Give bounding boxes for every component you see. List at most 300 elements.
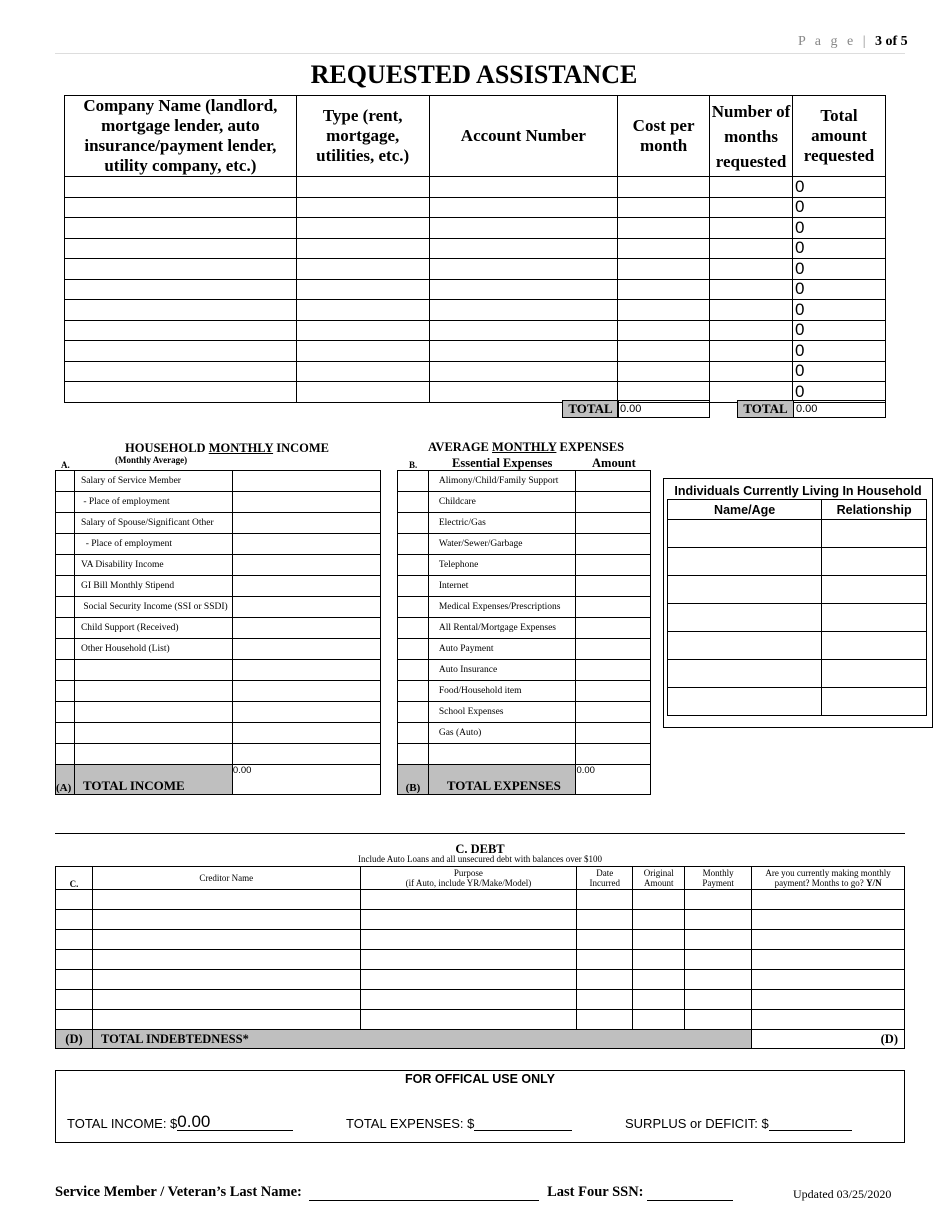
- request-row: [65, 341, 886, 362]
- months-cell[interactable]: [710, 341, 793, 362]
- debt-original-cell[interactable]: [633, 950, 685, 970]
- cost-cell[interactable]: [618, 300, 710, 321]
- request-row: [65, 259, 886, 280]
- debt-index-cell: [56, 950, 93, 970]
- type-cell[interactable]: [296, 382, 429, 403]
- debt-monthly-cell[interactable]: [685, 910, 752, 930]
- expense-total-row: [398, 765, 651, 795]
- request-row: [65, 382, 886, 403]
- expense-row: [398, 660, 651, 681]
- amount-total-value[interactable]: 0.00: [793, 400, 886, 418]
- request-row: [65, 218, 886, 239]
- row-total-cell[interactable]: 0: [793, 259, 886, 280]
- col-original-amount: Original Amount: [633, 867, 685, 890]
- income-index-cell: [56, 513, 75, 534]
- company-cell[interactable]: [65, 197, 297, 218]
- income-label: Other Household (List): [74, 639, 232, 660]
- income-index-cell: [56, 681, 75, 702]
- debt-date-cell[interactable]: [577, 950, 633, 970]
- income-amount-cell[interactable]: [232, 576, 380, 597]
- household-row: [668, 576, 927, 604]
- expense-amount-cell[interactable]: [576, 723, 651, 744]
- months-cell[interactable]: [710, 361, 793, 382]
- type-cell[interactable]: [296, 300, 429, 321]
- debt-date-cell[interactable]: [577, 910, 633, 930]
- debt-creditor-cell[interactable]: [92, 990, 360, 1010]
- debt-purpose-cell[interactable]: [360, 950, 577, 970]
- updated-date: Updated 03/25/2020: [793, 1187, 892, 1201]
- income-amount-cell[interactable]: [232, 492, 380, 513]
- debt-original-cell[interactable]: [633, 910, 685, 930]
- page-title: REQUESTED ASSISTANCE: [310, 60, 638, 89]
- expense-amount-cell[interactable]: [576, 702, 651, 723]
- income-index-cell: [56, 597, 75, 618]
- page-number: P a g e | 3 of 5: [798, 34, 908, 49]
- expense-label: All Rental/Mortgage Expenses: [428, 618, 576, 639]
- debt-row: [56, 910, 905, 930]
- account-cell[interactable]: [429, 341, 618, 362]
- debt-date-cell[interactable]: [577, 930, 633, 950]
- income-amount-cell[interactable]: [232, 639, 380, 660]
- col-name-age: Name/Age: [668, 500, 822, 520]
- debt-creditor-cell[interactable]: [92, 910, 360, 930]
- income-total-value[interactable]: 0.00: [232, 765, 380, 795]
- income-label: [74, 660, 232, 681]
- income-label: [74, 702, 232, 723]
- office-expenses: TOTAL EXPENSES: $: [346, 1116, 572, 1131]
- household-row: [668, 604, 927, 632]
- type-cell[interactable]: [296, 320, 429, 341]
- debt-current-cell[interactable]: [752, 890, 905, 910]
- expense-total-letter: (B): [398, 765, 429, 795]
- account-cell[interactable]: [429, 300, 618, 321]
- expense-label: Internet: [428, 576, 576, 597]
- cost-cell[interactable]: [618, 320, 710, 341]
- debt-row: [56, 970, 905, 990]
- cost-cell[interactable]: [618, 382, 710, 403]
- income-row: [56, 471, 381, 492]
- account-cell[interactable]: [429, 320, 618, 341]
- expense-index-cell: [398, 492, 429, 513]
- income-row: [56, 744, 381, 765]
- debt-total-value[interactable]: (D): [752, 1030, 905, 1049]
- company-cell[interactable]: [65, 341, 297, 362]
- col-purpose: Purpose (if Auto, include YR/Make/Model): [360, 867, 577, 890]
- account-cell[interactable]: [429, 238, 618, 259]
- cost-total-value[interactable]: 0.00: [617, 400, 710, 418]
- type-cell[interactable]: [296, 177, 429, 198]
- expense-row: [398, 681, 651, 702]
- expense-row: [398, 618, 651, 639]
- debt-row: [56, 930, 905, 950]
- months-cell[interactable]: [710, 218, 793, 239]
- account-cell[interactable]: [429, 382, 618, 403]
- col-months-requested: Number of months requested: [710, 96, 793, 177]
- income-total-letter: (A): [56, 765, 75, 795]
- months-cell[interactable]: [710, 320, 793, 341]
- account-cell[interactable]: [429, 361, 618, 382]
- debt-subtitle: Include Auto Loans and all unsecured debt with balances over $100: [358, 854, 602, 864]
- household-relationship-cell[interactable]: [822, 632, 927, 660]
- expense-amount-cell[interactable]: [576, 618, 651, 639]
- account-cell[interactable]: [429, 177, 618, 198]
- income-amount-cell[interactable]: [232, 555, 380, 576]
- expense-index-cell: [398, 744, 429, 765]
- income-row: [56, 555, 381, 576]
- income-row: [56, 534, 381, 555]
- debt-creditor-cell[interactable]: [92, 1010, 360, 1030]
- expense-amount-cell[interactable]: [576, 513, 651, 534]
- cost-total-label: TOTAL: [562, 400, 619, 418]
- debt-title: C. DEBT: [455, 842, 505, 856]
- income-index-cell: [56, 534, 75, 555]
- account-cell[interactable]: [429, 259, 618, 280]
- row-total-cell[interactable]: 0: [793, 177, 886, 198]
- debt-creditor-cell[interactable]: [92, 970, 360, 990]
- months-cell[interactable]: [710, 300, 793, 321]
- row-total-cell[interactable]: 0: [793, 320, 886, 341]
- income-index-cell: [56, 744, 75, 765]
- income-label: Child Support (Received): [74, 618, 232, 639]
- office-surplus: SURPLUS or DEFICIT: $: [625, 1116, 852, 1131]
- cost-cell[interactable]: [618, 361, 710, 382]
- debt-monthly-cell[interactable]: [685, 990, 752, 1010]
- expense-row: [398, 702, 651, 723]
- debt-purpose-cell[interactable]: [360, 890, 577, 910]
- debt-table: [55, 866, 905, 1049]
- expense-row: [398, 576, 651, 597]
- row-total-cell[interactable]: 0: [793, 238, 886, 259]
- household-row: [668, 632, 927, 660]
- household-relationship-cell[interactable]: [822, 548, 927, 576]
- expense-amount-cell[interactable]: [576, 639, 651, 660]
- expense-index-cell: [398, 618, 429, 639]
- company-cell[interactable]: [65, 177, 297, 198]
- income-label: Salary of Service Member: [74, 471, 232, 492]
- debt-index-cell: [56, 970, 93, 990]
- row-total-cell[interactable]: 0: [793, 361, 886, 382]
- income-amount-cell[interactable]: [232, 513, 380, 534]
- expense-row: [398, 639, 651, 660]
- months-cell[interactable]: [710, 177, 793, 198]
- income-index-cell: [56, 618, 75, 639]
- debt-purpose-cell[interactable]: [360, 1010, 577, 1030]
- col-monthly-payment: Monthly Payment: [685, 867, 752, 890]
- type-cell[interactable]: [296, 361, 429, 382]
- row-total-cell[interactable]: 0: [793, 341, 886, 362]
- debt-original-cell[interactable]: [633, 990, 685, 1010]
- company-cell[interactable]: [65, 218, 297, 239]
- debt-date-cell[interactable]: [577, 1010, 633, 1030]
- income-amount-cell[interactable]: [232, 702, 380, 723]
- income-row: [56, 723, 381, 744]
- debt-monthly-cell[interactable]: [685, 950, 752, 970]
- expense-label: Food/Household item: [428, 681, 576, 702]
- debt-index-cell: [56, 910, 93, 930]
- last-name-field[interactable]: [309, 1185, 539, 1201]
- cost-cell[interactable]: [618, 341, 710, 362]
- type-cell[interactable]: [296, 238, 429, 259]
- household-row: [668, 688, 927, 716]
- debt-date-cell[interactable]: [577, 970, 633, 990]
- expense-index-cell: [398, 681, 429, 702]
- months-cell[interactable]: [710, 238, 793, 259]
- header-divider: [55, 53, 905, 54]
- expenses-table: [397, 470, 651, 795]
- col-account-number: Account Number: [429, 96, 618, 177]
- expense-index-cell: [398, 723, 429, 744]
- income-label: GI Bill Monthly Stipend: [74, 576, 232, 597]
- expense-amount-cell[interactable]: [576, 597, 651, 618]
- request-row: [65, 320, 886, 341]
- household-name-cell[interactable]: [668, 520, 822, 548]
- debt-original-cell[interactable]: [633, 930, 685, 950]
- household-relationship-cell[interactable]: [822, 660, 927, 688]
- expense-index-cell: [398, 576, 429, 597]
- request-row: [65, 279, 886, 300]
- expense-amount-cell[interactable]: [576, 744, 651, 765]
- expense-amount-cell[interactable]: [576, 471, 651, 492]
- income-index-cell: [56, 723, 75, 744]
- income-total-row: [56, 765, 381, 795]
- expense-index-cell: [398, 534, 429, 555]
- debt-index-cell: [56, 890, 93, 910]
- debt-original-cell[interactable]: [633, 1010, 685, 1030]
- debt-original-cell[interactable]: [633, 970, 685, 990]
- expense-row: [398, 471, 651, 492]
- cost-cell[interactable]: [618, 259, 710, 280]
- debt-divider: [55, 833, 905, 834]
- company-cell[interactable]: [65, 259, 297, 280]
- expense-label: Alimony/Child/Family Support: [428, 471, 576, 492]
- cost-cell[interactable]: [618, 279, 710, 300]
- row-total-cell[interactable]: 0: [793, 300, 886, 321]
- account-cell[interactable]: [429, 197, 618, 218]
- expense-index-cell: [398, 702, 429, 723]
- household-row: [668, 548, 927, 576]
- debt-monthly-cell[interactable]: [685, 890, 752, 910]
- months-cell[interactable]: [710, 382, 793, 403]
- type-cell[interactable]: [296, 197, 429, 218]
- expense-row: [398, 744, 651, 765]
- debt-creditor-cell[interactable]: [92, 950, 360, 970]
- expense-amount-cell[interactable]: [576, 576, 651, 597]
- company-cell[interactable]: [65, 279, 297, 300]
- months-cell[interactable]: [710, 279, 793, 300]
- expense-total-label: TOTAL EXPENSES: [428, 765, 576, 795]
- household-row: [668, 520, 927, 548]
- col-date-incurred: Date Incurred: [577, 867, 633, 890]
- debt-monthly-cell[interactable]: [685, 970, 752, 990]
- household-title: Individuals Currently Living In Household: [674, 484, 922, 498]
- expense-row: [398, 492, 651, 513]
- income-label: [74, 681, 232, 702]
- debt-row: [56, 950, 905, 970]
- cost-cell[interactable]: [618, 197, 710, 218]
- company-cell[interactable]: [65, 361, 297, 382]
- row-total-cell[interactable]: 0: [793, 218, 886, 239]
- office-income: TOTAL INCOME: $0.00: [67, 1113, 293, 1131]
- months-cell[interactable]: [710, 197, 793, 218]
- expense-label: Auto Payment: [428, 639, 576, 660]
- col-cost-per-month: Cost per month: [618, 96, 710, 177]
- income-row: [56, 681, 381, 702]
- household-row: [668, 660, 927, 688]
- expense-row: [398, 534, 651, 555]
- debt-creditor-cell[interactable]: [92, 890, 360, 910]
- debt-row: [56, 990, 905, 1010]
- household-relationship-cell[interactable]: [822, 576, 927, 604]
- debt-index-cell: [56, 990, 93, 1010]
- expense-index-cell: [398, 513, 429, 534]
- debt-total-label: TOTAL INDEBTEDNESS*: [92, 1030, 751, 1049]
- income-index-cell: [56, 555, 75, 576]
- company-cell[interactable]: [65, 238, 297, 259]
- cost-cell[interactable]: [618, 177, 710, 198]
- income-amount-cell[interactable]: [232, 681, 380, 702]
- expense-total-value[interactable]: 0.00: [576, 765, 651, 795]
- request-row: [65, 361, 886, 382]
- request-row: [65, 238, 886, 259]
- debt-date-cell[interactable]: [577, 990, 633, 1010]
- income-index-cell: [56, 639, 75, 660]
- income-index-cell: [56, 492, 75, 513]
- expense-label: Childcare: [428, 492, 576, 513]
- debt-purpose-cell[interactable]: [360, 970, 577, 990]
- expense-row: [398, 513, 651, 534]
- household-name-cell[interactable]: [668, 548, 822, 576]
- income-row: [56, 702, 381, 723]
- debt-index-cell: [56, 1010, 93, 1030]
- expense-index-cell: [398, 555, 429, 576]
- debt-total-letter: (D): [56, 1030, 93, 1049]
- debt-purpose-cell[interactable]: [360, 990, 577, 1010]
- debt-current-cell[interactable]: [752, 930, 905, 950]
- debt-purpose-cell[interactable]: [360, 910, 577, 930]
- company-cell[interactable]: [65, 382, 297, 403]
- debt-original-cell[interactable]: [633, 890, 685, 910]
- expense-row: [398, 723, 651, 744]
- income-row: [56, 492, 381, 513]
- row-total-cell[interactable]: 0: [793, 279, 886, 300]
- request-row: [65, 177, 886, 198]
- debt-index-cell: [56, 930, 93, 950]
- expense-amount-cell[interactable]: [576, 660, 651, 681]
- expenses-title: AVERAGE MONTHLY EXPENSES: [428, 440, 625, 454]
- row-total-cell[interactable]: 0: [793, 382, 886, 403]
- income-label: [74, 744, 232, 765]
- expense-amount-cell[interactable]: [576, 534, 651, 555]
- type-cell[interactable]: [296, 218, 429, 239]
- income-table: [55, 470, 381, 795]
- income-label: [74, 723, 232, 744]
- expense-label: Gas (Auto): [428, 723, 576, 744]
- company-cell[interactable]: [65, 320, 297, 341]
- expense-label: Electric/Gas: [428, 513, 576, 534]
- income-total-label: TOTAL INCOME: [74, 765, 232, 795]
- expense-label: [428, 744, 576, 765]
- income-title: HOUSEHOLD MONTHLY INCOME: [125, 441, 329, 455]
- row-total-cell[interactable]: 0: [793, 197, 886, 218]
- debt-section-letter: C.: [56, 867, 93, 890]
- expense-amount-cell[interactable]: [576, 681, 651, 702]
- income-amount-cell[interactable]: [232, 660, 380, 681]
- income-amount-cell[interactable]: [232, 471, 380, 492]
- expense-amount-cell[interactable]: [576, 555, 651, 576]
- debt-current-cell[interactable]: [752, 1010, 905, 1030]
- debt-current-cell[interactable]: [752, 950, 905, 970]
- household-relationship-cell[interactable]: [822, 604, 927, 632]
- income-amount-cell[interactable]: [232, 723, 380, 744]
- income-row: [56, 660, 381, 681]
- cost-cell[interactable]: [618, 218, 710, 239]
- company-cell[interactable]: [65, 300, 297, 321]
- expense-amount-cell[interactable]: [576, 492, 651, 513]
- official-use-title: FOR OFFICAL USE ONLY: [404, 1072, 555, 1086]
- account-cell[interactable]: [429, 279, 618, 300]
- office-expenses-field[interactable]: [474, 1116, 572, 1131]
- office-income-field[interactable]: 0.00: [177, 1113, 293, 1131]
- type-cell[interactable]: [296, 259, 429, 280]
- office-surplus-field[interactable]: [769, 1116, 852, 1131]
- expense-label: School Expenses: [428, 702, 576, 723]
- income-row: [56, 513, 381, 534]
- col-company-name: Company Name (landlord, mortgage lender, auto insurance/payment lender, utility company, etc.): [65, 96, 297, 177]
- debt-creditor-cell[interactable]: [92, 930, 360, 950]
- household-name-cell[interactable]: [668, 660, 822, 688]
- request-row: [65, 197, 886, 218]
- col-creditor-name: Creditor Name: [92, 867, 360, 890]
- debt-date-cell[interactable]: [577, 890, 633, 910]
- cost-cell[interactable]: [618, 238, 710, 259]
- debt-monthly-cell[interactable]: [685, 930, 752, 950]
- income-amount-cell[interactable]: [232, 618, 380, 639]
- income-label: Salary of Spouse/Significant Other: [74, 513, 232, 534]
- amount-total-label: TOTAL: [737, 400, 794, 418]
- debt-current-cell[interactable]: [752, 970, 905, 990]
- type-cell[interactable]: [296, 279, 429, 300]
- type-cell[interactable]: [296, 341, 429, 362]
- expense-label: Water/Sewer/Garbage: [428, 534, 576, 555]
- household-relationship-cell[interactable]: [822, 688, 927, 716]
- household-relationship-cell[interactable]: [822, 520, 927, 548]
- income-label: Social Security Income (SSI or SSDI): [74, 597, 232, 618]
- expense-index-cell: [398, 660, 429, 681]
- ssn-field[interactable]: [647, 1185, 733, 1201]
- income-section-letter: A.: [61, 460, 70, 470]
- household-name-cell[interactable]: [668, 576, 822, 604]
- months-cell[interactable]: [710, 259, 793, 280]
- income-amount-cell[interactable]: [232, 534, 380, 555]
- col-current-payment: Are you currently making monthly payment? Months to go? Y/N: [752, 867, 905, 890]
- expense-index-cell: [398, 597, 429, 618]
- household-name-cell[interactable]: [668, 632, 822, 660]
- income-label: VA Disability Income: [74, 555, 232, 576]
- household-name-cell[interactable]: [668, 688, 822, 716]
- account-cell[interactable]: [429, 218, 618, 239]
- household-name-cell[interactable]: [668, 604, 822, 632]
- debt-current-cell[interactable]: [752, 990, 905, 1010]
- debt-purpose-cell[interactable]: [360, 930, 577, 950]
- income-index-cell: [56, 576, 75, 597]
- expense-label: Telephone: [428, 555, 576, 576]
- debt-row: [56, 1010, 905, 1030]
- debt-monthly-cell[interactable]: [685, 1010, 752, 1030]
- income-index-cell: [56, 471, 75, 492]
- income-amount-cell[interactable]: [232, 597, 380, 618]
- income-amount-cell[interactable]: [232, 744, 380, 765]
- debt-current-cell[interactable]: [752, 910, 905, 930]
